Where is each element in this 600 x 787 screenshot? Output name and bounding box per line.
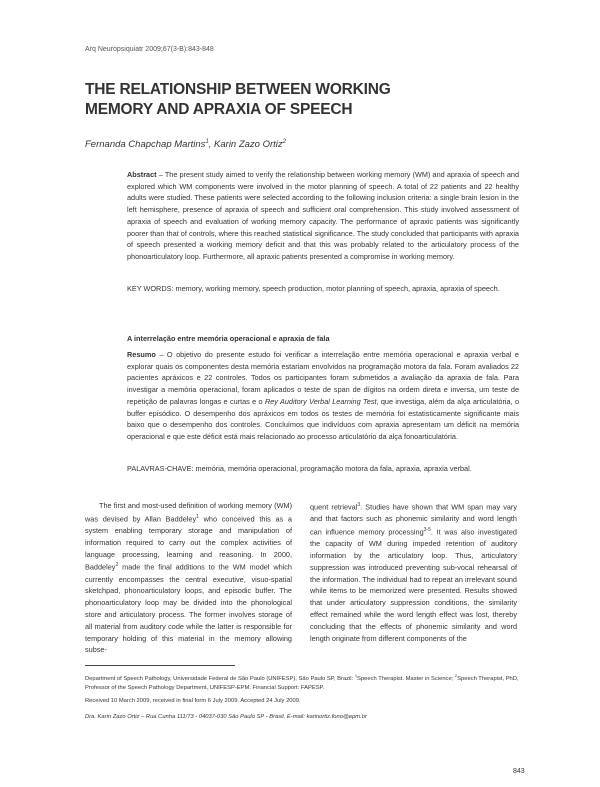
affiliation-footnote [85,672,525,693]
footnote-mark: 2 [454,673,458,678]
resumo-dash: – [155,350,167,359]
portuguese-title: A interrelação entre memória operacional e apraxia de fala [127,334,330,343]
citation-mark: 2 [115,562,119,569]
abstract-dash: – [156,170,165,179]
body-text: who conceived this as a system enabling temporary storage and manipulation of information required to carry out the complex activities of language processing, learning and reasoning. In 2000, Baddeley [85,514,292,572]
resumo-label: Resumo [127,350,156,359]
body-column-left [85,500,292,656]
body-text: . It was also investigated the capacity of WM during impeded retention of auditory information by the articulatory loop. Thus, articulatory suppression was introduced preventing sub-vocal rehearsal of the information. The individual had to repeat an irrelevant sound while items to be memorized were presented. Results showed that under articulatory suppression conditions, the similarity effect remained while the word length effect was lost, thereby concluding that the effects of phonemic similarity and word length originate from different components of the [310,527,517,643]
article-title [85,80,525,120]
citation-mark: 3-5 [423,527,431,534]
author-affiliation-mark: 2 [282,139,287,145]
author-list [85,139,286,150]
author-name: Fernanda Chapchap Martins [85,139,206,151]
footnote-divider [85,665,235,666]
abstract-label: Abstract [127,170,157,179]
abstract-portuguese [127,349,519,443]
body-text: . Studies have shown that WM span may vary and that factors such as phonemic similarity and word length can influence memory processing [310,502,518,537]
abstract-text: The present study aimed to verify the relationship between working memory (WM) and apraxia of speech and explored which WM components were involved in the motor planning of speech. A total of 22 patients and 22 healthy adults were studied. These patients were selected according to the following inclusion criteria: a single brain lesion in the left hemisphere, presence of apraxia of speech and sufficient oral comprehension. This study involved assessment of apraxia of speech and evaluation of working memory capacity. The performance of apraxic patients was significantly poorer than that of controls, where this reached statistical significance. The study concluded that participants with apraxia of speech presented a working memory deficit and that this was probably related to the articulatory process of the phonoarticulatory loop. Furthermore, all apraxic patients presented a compromise in working memory. [127,170,519,261]
abstract-english [127,169,519,263]
correspondence-address: Dra. Karin Zazo Ortiz – Rua Cunha 111/73 - 04037-030 São Paulo SP - Brasil. E-mail: karinortiz.fono@epm.br [85,714,367,720]
keywords-english: KEY WORDS: memory, working memory, speech production, motor planning of speech, apraxia, apraxia of speech. [127,284,500,293]
page-number: 843 [513,768,525,775]
author-affiliation-mark: 1 [205,139,209,145]
citation-mark: 1 [196,513,199,520]
body-text: The first and most-used definition of working memory (WM) was devised by Allan Baddeley [85,501,292,524]
body-text: quent retrieval [310,502,358,512]
footnote-text: Department of Speech Pathology, Universidade Federal de São Paulo (UNIFESP), São Paulo SP, Brazil: [85,675,355,682]
author-separator: , [208,139,215,151]
received-dates: Received 10 March 2009, received in final form 6 July 2009. Accepted 24 July 2009. [85,698,301,704]
footnote-mark: 1 [354,673,358,678]
title-line-2: MEMORY AND APRAXIA OF SPEECH [85,101,353,118]
title-line-1: THE RELATIONSHIP BETWEEN WORKING [85,81,391,98]
resumo-test-name: Rey Auditory Verbal Learning Test [264,396,377,406]
resumo-text: O objetivo do presente estudo foi verificar a interrelação entre memória operacional e apraxia verbal e explorar quais os componentes desta memória estariam envolvidos na programação motora da fala. Foram avaliados 22 pacientes apráxicos e 22 controles. Todos os participantes foram submetidos a avaliação da apraxia de fala. Para investigar a memória operacional, foram aplicados o teste de span de dígitos na ordem direta e inversa, um teste de repetição de palavras longas e curtas e o [127,350,519,406]
author-name: Karin Zazo Ortiz [214,139,283,151]
body-text: made the final additions to the WM model which currently encompasses the central executive, visuo-spatial sketchpad, phonoarticulatory loops, and episodic buffer. The phonoarticulatory loop may be divided into the phonological store and articulatory process. The former involves storage of all material from auditory code while the latter is responsible for temporary holding of this material in the memory allowing subse- [85,562,292,655]
resumo-text-continued: , que investiga, além da alça articulatória, o buffer episódico. O desempenho dos apráxicos em todos os testes de memória foi estatisticamente significante mais baixo que o desempenho dos controles. Concluímos que indivíduos com apraxia apresentam um déficit na memória operacional e que este déficit está mais relacionado ao processo articulatório da alça fonoarticulatória. [127,396,520,441]
keywords-portuguese: PALAVRAS-CHAVE: memória, memória operacional, programação motora da fala, apraxia, apraxia verbal. [127,464,472,473]
body-column-right [310,500,517,644]
citation-mark: 3 [357,502,361,508]
footnote-text: Speech Therapist, PhD, Professor of the Speech Pathology Department, UNIFESP-EPM. Financial Support: FAPESP. [85,675,519,691]
footnote-text: Speech Therapist. Master in Science; [357,675,455,682]
journal-reference: Arq Neuropsiquiatr 2009;67(3-B):843-848 [85,46,214,53]
